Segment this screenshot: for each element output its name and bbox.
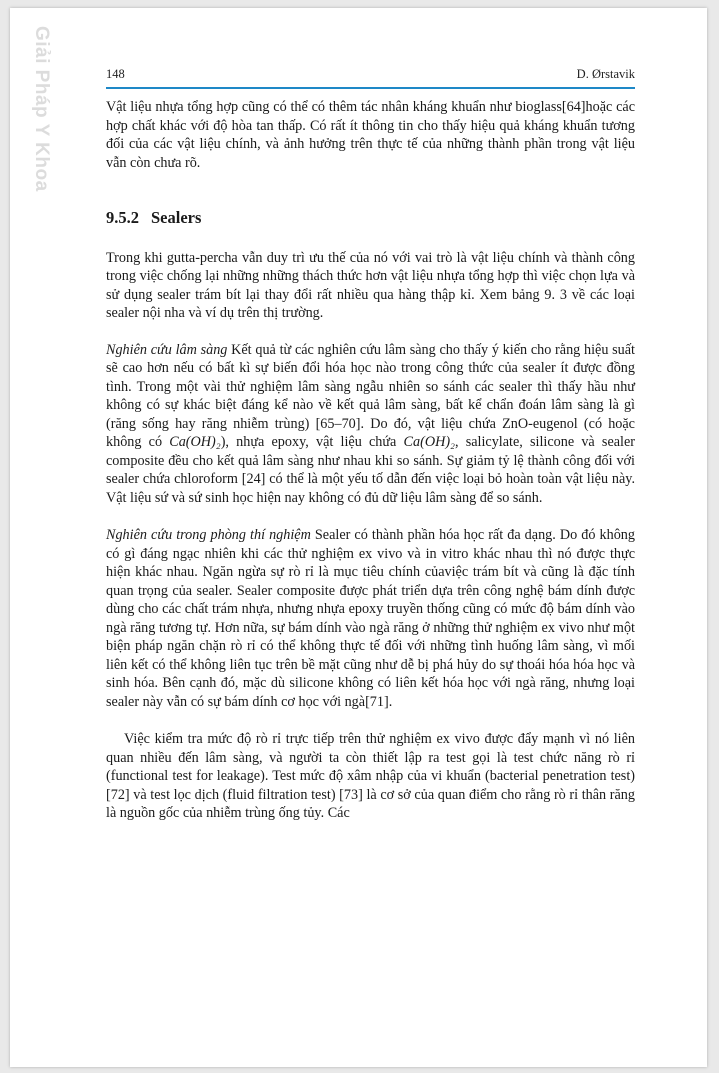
- page-number: 148: [106, 67, 125, 81]
- page-body: [106, 98, 635, 823]
- section-title: Sealers: [151, 208, 202, 227]
- header-rule: [106, 87, 635, 89]
- lab-text: Sealer có thành phần hóa học rất đa dạng. Do đó không có gì đáng ngạc nhiên khi các thử nghiệm ex vivo và in vitro khác nhau thì nó được thực hiện khác nhau. Ngăn ngừa sự rò rỉ là mục tiêu chính củaviệc trám bít và cũng là đặc tính quan trọng của sealer. Sealer composite được phát triển dựa trên công nghệ bám dính được dùng cho các chất trám nhựa, nhưng nhựa epoxy truyền thống cũng có mức độ bám dính vào ngà răng tương tự. Hơn nữa, sự bám dính vào ngà răng ở những thử nghiệm ex vivo như một biện pháp ngăn chặn rò rỉ có thể không thực tế đối với những tình huống lâm sàng, vì mối liên kết có thể không liên tục trên bề mặt cũng như dễ bị phá hủy do sự thoái hóa hóa học và sinh hóa. Bên cạnh đó, mặc dù silicone không có liên kết hóa học với ngà răng, nhưng loại sealer này vẫn có sự bám dính cơ học với ngà[71].: [106, 527, 635, 710]
- formula-caoh2: Ca(OH)₂: [169, 434, 221, 450]
- section-number: 9.5.2: [106, 208, 139, 227]
- lab-paragraph: [106, 526, 635, 711]
- clinical-text-2: ), nhựa epoxy, vật liệu chứa: [220, 434, 404, 450]
- clinical-text-1: Kết quả từ các nghiên cứu lâm sàng cho thấy ý kiến cho rằng hiệu suất sẽ cao hơn nếu có bất kì sự biến đổi hóa học nào trong công thức của sealer ít được đồng tình. Trong một vài thử nghiệm lâm sàng ngẫu nhiên so sánh các sealer thì thấy hầu như không có sự khác biệt đáng kể nào về kết quả lâm sàng, bất kể chẩn đoán lâm sàng là gì (răng sống hay răng nhiễm trùng) [65–70]. Do đó, vật liệu chứa ZnO-eugenol (có hoặc không có: [106, 341, 636, 450]
- document-page: [10, 8, 707, 1067]
- watermark: Giải Pháp Y Khoa: [31, 26, 52, 192]
- clinical-paragraph: [106, 341, 635, 508]
- section-heading: [106, 209, 635, 228]
- running-author: D. Ørstavik: [576, 67, 635, 81]
- lab-lead: Nghiên cứu trong phòng thí nghiệm: [106, 527, 311, 543]
- sealers-paragraph: Trong khi gutta-percha vẫn duy trì ưu thế của nó với vai trò là vật liệu chính và thành công trong việc chống lại những những thách thức hơn vật liệu nhựa tổng hợp thì việc chọn lựa và sử dụng sealer trám bít lại thay đổi rất nhiều qua hàng thập kỉ. Xem bảng 9. 3 về các loại sealer nội nha và ví dụ trên thị trường.: [106, 249, 635, 321]
- formula-caoh2: Ca(OH)₂: [403, 434, 455, 450]
- clinical-lead: Nghiên cứu lâm sàng: [106, 341, 228, 358]
- intro-paragraph: Vật liệu nhựa tổng hợp cũng có thể có thêm tác nhân kháng khuẩn như bioglass[64]hoặc các hợp chất khác với độ hòa tan thấp. Có rất ít thông tin cho thấy hiệu quả kháng khuẩn tương đối của các vật liệu chính, và ảnh hưởng trên thực tế của những thành phần trong vật liệu vẫn còn chưa rõ.: [106, 99, 635, 171]
- clinical-text-3: , salicylate, silicone và sealer composite đều cho kết quả lâm sàng như nhau khi so sánh. Sự giảm tỷ lệ thành công đối với sealer chứa chloroform [24] có thể là một yếu tố dẫn đến việc loại bỏ hoàn toàn vật liệu này. Vật liệu sứ và sứ sinh học hiện nay không có đủ dữ liệu lâm sàng để so sánh.: [106, 434, 635, 506]
- leakage-paragraph: Việc kiểm tra mức độ rò rỉ trực tiếp trên thử nghiệm ex vivo được đẩy mạnh vì nó liên quan nhiều đến lâm sàng, và người ta còn thiết lập ra test gọi là test chức năng rò rỉ (functional test for leakage). Test mức độ xâm nhập của vi khuẩn (bacterial penetration test) [72] và test lọc dịch (fluid filtration test) [73] là cơ sở của quan điểm cho rằng rò rỉ thân răng là nguồn gốc của nhiễm trùng ống tủy. Các: [106, 731, 635, 821]
